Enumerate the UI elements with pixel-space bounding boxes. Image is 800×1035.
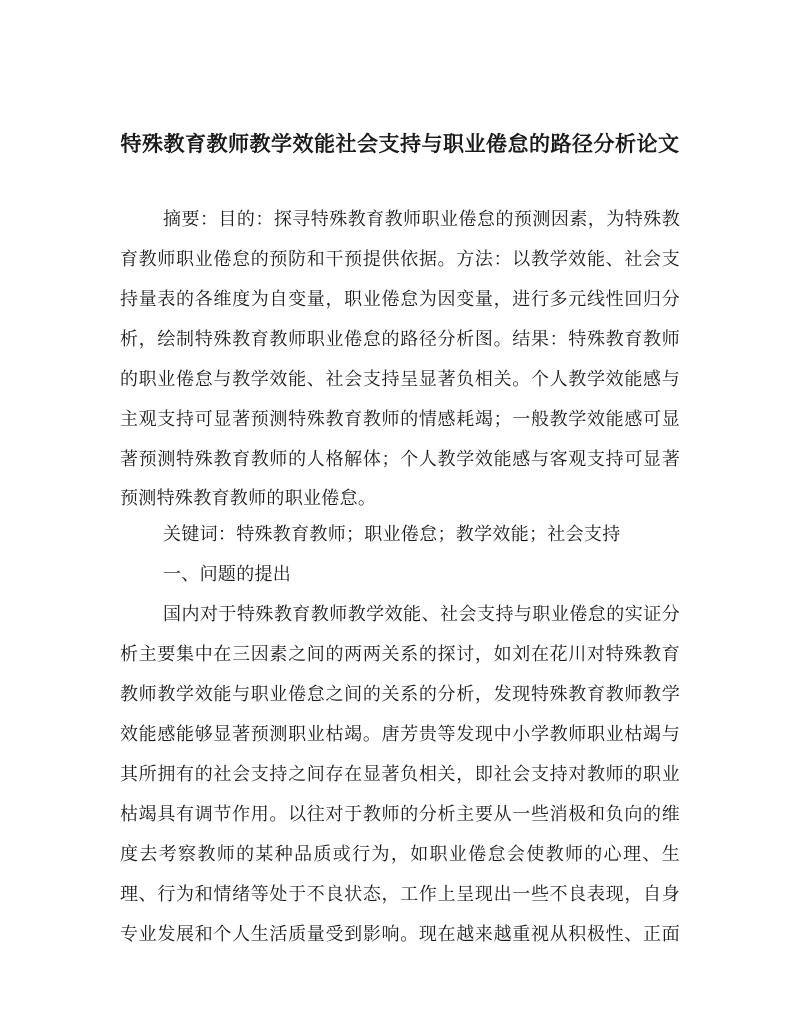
abstract-line: 析，绘制特殊教育教师职业倦怠的路径分析图。结果：特殊教育教师 bbox=[120, 329, 680, 350]
abstract-line: 育教师职业倦怠的预防和干预提供依据。方法：以教学效能、社会支 bbox=[120, 249, 680, 270]
body-line: 国内对于特殊教育教师教学效能、社会支持与职业倦怠的实证分 bbox=[163, 604, 680, 625]
document-title: 特殊教育教师教学效能社会支持与职业倦怠的路径分析论文 bbox=[120, 132, 680, 156]
section-heading: 一、问题的提出 bbox=[163, 564, 292, 585]
abstract-line: 摘要：目的：探寻特殊教育教师职业倦怠的预测因素，为特殊教 bbox=[163, 209, 680, 230]
body-line: 效能感能够显著预测职业枯竭。唐芳贵等发现中小学教师职业枯竭与 bbox=[120, 724, 680, 745]
abstract-line: 著预测特殊教育教师的人格解体；个人教学效能感与客观支持可显著 bbox=[120, 449, 680, 470]
body-line: 析主要集中在三因素之间的两两关系的探讨，如刘在花川对特殊教育 bbox=[120, 644, 680, 665]
body-line: 其所拥有的社会支持之间存在显著负相关，即社会支持对教师的职业 bbox=[120, 764, 680, 785]
body-line: 理、行为和情绪等处于不良状态，工作上呈现出一些不良表现，自身 bbox=[120, 884, 680, 905]
body-line: 度去考察教师的某种品质或行为，如职业倦怠会使教师的心理、生 bbox=[120, 844, 680, 865]
body-line: 枯竭具有调节作用。以往对于教师的分析主要从一些消极和负向的维 bbox=[120, 804, 680, 825]
body-line: 专业发展和个人生活质量受到影响。现在越来越重视从积极性、正面 bbox=[120, 924, 680, 945]
abstract-line: 主观支持可显著预测特殊教育教师的情感耗竭；一般教学效能感可显 bbox=[120, 409, 680, 430]
body-line: 教师教学效能与职业倦怠之间的关系的分析，发现特殊教育教师教学 bbox=[120, 684, 680, 705]
keywords-line: 关键词：特殊教育教师；职业倦怠；教学效能；社会支持 bbox=[163, 524, 621, 545]
abstract-line: 的职业倦怠与教学效能、社会支持呈显著负相关。个人教学效能感与 bbox=[120, 369, 680, 390]
abstract-line: 预测特殊教育教师的职业倦怠。 bbox=[120, 488, 377, 509]
abstract-line: 持量表的各维度为自变量，职业倦怠为因变量，进行多元线性回归分 bbox=[120, 289, 680, 310]
